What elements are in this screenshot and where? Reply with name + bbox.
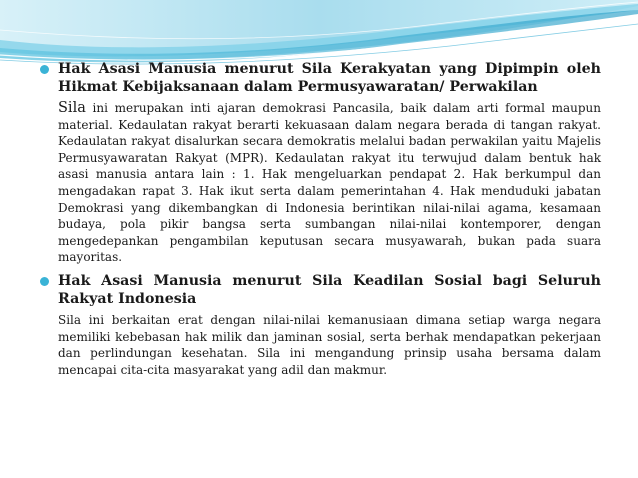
point-body	[58, 100, 601, 266]
bullet-dot-icon	[40, 65, 49, 74]
point-body: Sila ini berkaitan erat dengan nilai-nilai kemanusiaan dimana setiap warga negara memiliki kebebasan hak milik dan jaminan sosial, serta berhak mendapatkan pekerjaan dan perlindungan kesehatan. Sila ini mengandung prinsip usaha bersama dalam mencapai cita-cita masyarakat yang adil dan makmur.	[58, 312, 601, 377]
content-area	[40, 60, 601, 378]
point-heading: Hak Asasi Manusia menurut Sila Keadilan Sosial bagi Seluruh Rakyat Indonesia	[58, 272, 601, 307]
bullet-point-kerakyatan	[40, 60, 601, 266]
point-heading: Hak Asasi Manusia menurut Sila Kerakyatan yang Dipimpin oleh Hikmat Kebijaksanaan dalam Permusyawaratan/ Perwakilan	[58, 61, 601, 95]
bullet-point-keadilan-sosial	[40, 272, 601, 378]
point-body-lead: Sila	[58, 100, 86, 116]
bullet-dot-icon	[40, 277, 49, 286]
point-body-text: ini merupakan inti ajaran demokrasi Pancasila, baik dalam arti formal maupun material. Kedaulatan rakyat berarti kekuasaan dalam negara berada di tangan rakyat. Kedaulatan rakyat disalurkan secara demokratis melalui badan perwakilan yaitu Majelis Permusyawaratan Rakyat (MPR). Kedaulatan rakyat itu terwujud dalam bentuk hak asasi manusia antara lain : 1. Hak mengeluarkan pendapat 2. Hak berkumpul dan mengadakan rapat 3. Hak ikut serta dalam pemerintahan 4. Hak menduduki jabatan Demokrasi yang dikembangkan di Indonesia berintikan nilai-nilai agama, kesamaan budaya, pola pikir bangsa serta sumbangan nilai-nilai kontemporer, dengan mengedepankan pengambilan keputusan secara musyawarah, bukan pada suara mayoritas.	[58, 101, 601, 265]
